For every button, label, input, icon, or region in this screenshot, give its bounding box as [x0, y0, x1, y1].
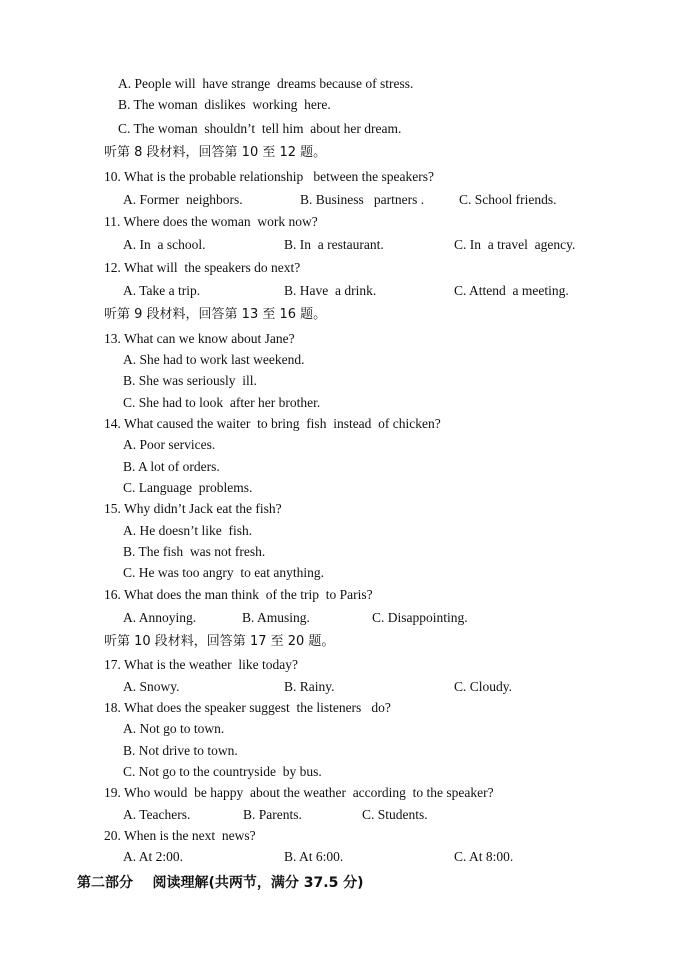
q15-option-a: A. He doesn’t like fish.: [123, 523, 253, 538]
q14-option-c: C. Language problems.: [123, 480, 253, 495]
question-14: 14. What caused the waiter to bring fish instead of chicken?: [104, 416, 441, 431]
prev-option-b: B. The woman dislikes working here.: [118, 97, 331, 112]
q12-option-c: C. Attend a meeting.: [454, 283, 569, 298]
question-18: 18. What does the speaker suggest the listeners do?: [104, 700, 391, 715]
section-9-heading: 听第 9 段材料，回答第 13 至 16 题。: [104, 307, 327, 322]
question-19: 19. Who would be happy about the weather according to the speaker?: [104, 785, 494, 800]
question-11: 11. Where does the woman work now?: [104, 214, 318, 229]
question-13: 13. What can we know about Jane?: [104, 331, 295, 346]
q12-option-b: B. Have a drink.: [284, 283, 377, 298]
question-10: 10. What is the probable relationship between the speakers?: [104, 169, 435, 184]
q10-option-a: A. Former neighbors.: [123, 192, 243, 207]
q19-option-c: C. Students.: [362, 807, 428, 822]
q20-option-b: B. At 6:00.: [284, 849, 344, 864]
q10-option-c: C. School friends.: [459, 192, 557, 207]
q15-option-b: B. The fish was not fresh.: [123, 544, 266, 559]
q17-option-c: C. Cloudy.: [454, 679, 513, 694]
section-8-heading: 听第 8 段材料，回答第 10 至 12 题。: [104, 145, 327, 160]
q16-option-c: C. Disappointing.: [372, 610, 468, 625]
q19-option-b: B. Parents.: [243, 807, 302, 822]
part-2-heading: 第二部分 阅读理解(共两节，满分 37.5 分): [77, 875, 364, 891]
q18-option-b: B. Not drive to town.: [123, 743, 238, 758]
q10-option-b: B. Business partners .: [300, 192, 425, 207]
q16-option-a: A. Annoying.: [123, 610, 197, 625]
question-17: 17. What is the weather like today?: [104, 657, 298, 672]
q11-option-b: B. In a restaurant.: [284, 237, 384, 252]
question-15: 15. Why didn’t Jack eat the fish?: [104, 501, 282, 516]
q20-option-c: C. At 8:00.: [454, 849, 514, 864]
q11-option-c: C. In a travel agency.: [454, 237, 576, 252]
q12-option-a: A. Take a trip.: [123, 283, 201, 298]
q16-option-b: B. Amusing.: [242, 610, 310, 625]
q18-option-c: C. Not go to the countryside by bus.: [123, 764, 322, 779]
q19-option-a: A. Teachers.: [123, 807, 191, 822]
section-10-heading: 听第 10 段材料，回答第 17 至 20 题。: [104, 634, 335, 649]
question-16: 16. What does the man think of the trip to Paris?: [104, 587, 373, 602]
q13-option-b: B. She was seriously ill.: [123, 373, 257, 388]
q20-option-a: A. At 2:00.: [123, 849, 184, 864]
q14-option-b: B. A lot of orders.: [123, 459, 220, 474]
q13-option-a: A. She had to work last weekend.: [123, 352, 305, 367]
question-20: 20. When is the next news?: [104, 828, 256, 843]
q18-option-a: A. Not go to town.: [123, 721, 225, 736]
prev-option-a: A. People will have strange dreams because of stress.: [118, 76, 414, 91]
q17-option-b: B. Rainy.: [284, 679, 335, 694]
question-12: 12. What will the speakers do next?: [104, 260, 301, 275]
prev-option-c: C. The woman shouldn’t tell him about her dream.: [118, 121, 402, 136]
q11-option-a: A. In a school.: [123, 237, 206, 252]
q17-option-a: A. Snowy.: [123, 679, 180, 694]
q14-option-a: A. Poor services.: [123, 437, 216, 452]
q15-option-c: C. He was too angry to eat anything.: [123, 565, 324, 580]
q13-option-c: C. She had to look after her brother.: [123, 395, 321, 410]
